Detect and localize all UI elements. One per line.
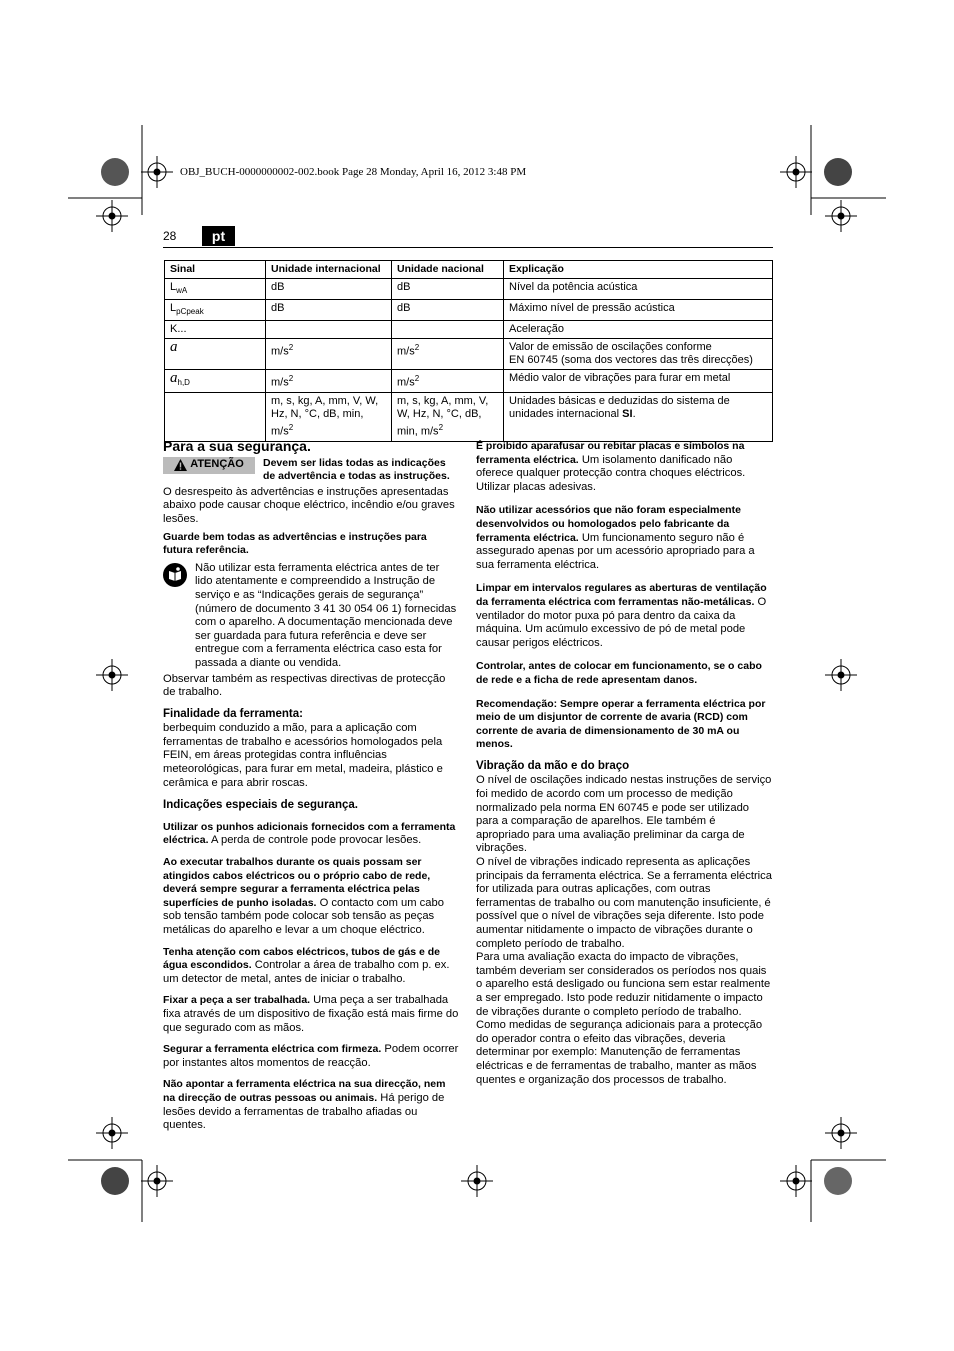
paragraph: Observar também as respectivas directivas de protecção de trabalho. xyxy=(163,672,446,699)
explanation-cell: Valor de emissão de oscilações conforme EN 60745 (soma dos vectores das três direcções) xyxy=(504,339,773,370)
nat-unit-cell: $m/s^2$ xyxy=(392,339,504,370)
paragraph: Como medidas de segurança adicionais para a protecção do operador contra o efeito das vibrações, deveria determinar por exemplo: Manutenção de ferramentas eléctricas e de ferramentas de trabalho, manter as mãos quentes e organização dos processos de trabalho. xyxy=(476,1019,763,1086)
table-header-row xyxy=(165,261,773,279)
symbol-cell: $L_{pCpeak}$ xyxy=(165,300,266,321)
table-header: Unidade nacional xyxy=(392,261,504,279)
warning-block xyxy=(163,457,459,484)
intl-unit-cell: $m/s^2$ xyxy=(266,339,392,370)
language-tab: pt xyxy=(202,226,235,246)
table-row xyxy=(165,393,773,442)
paragraph: Recomendação: Sempre operar a ferramenta eléctrica por meio de um disjuntor de corrente de avaria (RCD) com corrente de avaria de dimensionamento de 30 mA ou menos. xyxy=(476,697,766,751)
read-manual-icon xyxy=(163,563,187,587)
header-rule xyxy=(163,247,773,248)
paragraph: Fixar a peça a ser trabalhada. Uma peça a ser trabalhada fixa através de um dispositivo de fixação está mais firme do que segurado com as mãos. xyxy=(163,994,459,1034)
subheading: Indicações especiais de segurança. xyxy=(163,799,358,812)
table-row xyxy=(165,279,773,300)
paragraph: Utilizar os punhos adicionais fornecidos com a ferramenta eléctrica. A perda de controle pode provocar lesões. xyxy=(163,820,456,847)
paragraph: O desrespeito às advertências e instruções apresentadas abaixo pode causar choque eléctrico, incêndio e/ou graves lesões. xyxy=(163,485,455,525)
table-row xyxy=(165,370,773,393)
nat-unit-cell: m, s, kg, A, mm, V, W, Hz, N, °C, dB, min, $m/s^2$ xyxy=(392,393,504,442)
table-row xyxy=(165,339,773,370)
paragraph: Ao executar trabalhos durante os quais possam ser atingidos cabos eléctricos ou o próprio cabo de rede, deverá sempre segurar a ferramenta eléctrica pelas superfícies de punho isoladas. O contacto com um cabo sob tensão também pode colocar sob tensão as peças metálicas do aparelho e levar a um choque eléctrico. xyxy=(163,856,444,936)
symbol-cell: $a_{h,D}$ xyxy=(165,370,266,393)
table-row xyxy=(165,300,773,321)
paragraph: Não utilizar esta ferramenta eléctrica antes de ter lido atentamente e compreendido a Instrução de serviço e as “Indicações gerais de segurança” (número de documento 3 41 30 054 06 1) fornecidas com o aparelho. A documentação mencionada deve ser guardada para futura referência e deve ser entregue com a ferramenta eléctrica caso esta for passada a diante ou vendida. xyxy=(195,561,457,669)
intl-unit-cell: dB xyxy=(266,300,392,321)
book-slug: OBJ_BUCH-0000000002-002.book Page 28 Monday, April 16, 2012 3:48 PM xyxy=(180,166,527,178)
paragraph: O nível de oscilações indicado nestas instruções de serviço foi medido de acordo com um processo de medição normalizado pela norma EN 60745 e pode ser utilizado para a comparação de aparelhos. Ele também é apropriado para uma avaliação preliminar da carga de vibrações. xyxy=(476,774,772,855)
symbol-cell: a xyxy=(165,339,266,370)
table-header: Explicação xyxy=(504,261,773,279)
right-column xyxy=(476,440,772,1087)
warning-text: Devem ser lidas todas as indicações de advertência e todas as instruções. xyxy=(263,456,450,483)
paragraph: Para uma avaliação exacta do impacto de vibrações, também deveriam ser considerados os períodos nos quais o aparelho está desligado ou funciona sem estar realmente a ser empregado. Isto pode reduzir nitidamente o impacto de vibrações durante o completo período de trabalho. xyxy=(476,951,771,1018)
intl-unit-cell xyxy=(266,321,392,339)
left-column xyxy=(163,440,459,1137)
paragraph: Guarde bem todas as advertências e instruções para futura referência. xyxy=(163,530,427,557)
symbol-cell: K... xyxy=(165,321,266,339)
nat-unit-cell: dB xyxy=(392,279,504,300)
paragraph: Controlar, antes de colocar em funcionamento, se o cabo de rede e a ficha de rede apresentam danos. xyxy=(476,660,762,686)
symbol-cell xyxy=(165,393,266,442)
section-title: Para a sua segurança. xyxy=(163,438,311,454)
intl-unit-cell: dB xyxy=(266,279,392,300)
subheading: Finalidade da ferramenta: xyxy=(163,707,303,720)
explanation-cell: Aceleração xyxy=(504,321,773,339)
table-header: Unidade internacional xyxy=(266,261,392,279)
paragraph: berbequim conduzido a mão, para a aplicação com ferramentas de trabalho e acessórios homologados pela FEIN, em áreas protegidas contra influências meteorológicas, para furar em metal, madeira, plástico e cerâmica e para abrir roscas. xyxy=(163,722,443,789)
nat-unit-cell: dB xyxy=(392,300,504,321)
explanation-cell: Máximo nível de pressão acústica xyxy=(504,300,773,321)
explanation-cell: Médio valor de vibrações para furar em metal xyxy=(504,370,773,393)
paragraph: Tenha atenção com cabos eléctricos, tubos de gás e de água escondidos. Controlar a área de trabalho com p. ex. um detector de metal, antes de iniciar o trabalho. xyxy=(163,945,450,985)
paragraph: O nível de vibrações indicado representa as aplicações principais da ferramenta eléctrica. Se a ferramenta eléctrica for utilizada para outras aplicações, com outras ferramentas de trabalho ou com manutenção insuficiente, é possível que o nível de vibrações seja diferente. Isto pode aumentar nitidamente o impacto de vibrações durante o completo período de trabalho. xyxy=(476,856,772,950)
intl-unit-cell: m, s, kg, A, mm, V, W, Hz, N, °C, dB, min, $m/s^2$ xyxy=(266,393,392,442)
units-table xyxy=(164,260,773,442)
intl-unit-cell: $m/s^2$ xyxy=(266,370,392,393)
table-header: Sinal xyxy=(165,261,266,279)
paragraph: Limpar em intervalos regulares as aberturas de ventilação da ferramenta eléctrica com ferramentas não-metálicas. O ventilador do motor puxa pó para dentro da caixa da máquina. Um acúmulo excessivo de pó de metal pode causar perigos eléctricos. xyxy=(476,582,767,649)
paragraph: Não utilizar acessórios que não foram especialmente desenvolvidos ou homologados pelo fabricante da ferramenta eléctrica. Um funcionamento seguro não é assegurado apenas por um acessório apropriado para a sua ferramenta eléctrica. xyxy=(476,504,755,571)
page-number: 28 xyxy=(163,229,177,243)
paragraph: Não apontar a ferramenta eléctrica na sua direcção, nem na direcção de outras pessoas ou animais. Há perigo de lesões devido a ferramentas de trabalho afiadas ou quentes. xyxy=(163,1078,446,1132)
subheading: Vibração da mão e do braço xyxy=(476,759,630,772)
explanation-cell: Nível da potência acústica xyxy=(504,279,773,300)
nat-unit-cell: $m/s^2$ xyxy=(392,370,504,393)
paragraph: É proibido aparafusar ou rebitar placas e símbolos na ferramenta eléctrica. Um isolamento danificado não oferece qualquer protecção contra choques eléctricos. Utilizar placas adesivas. xyxy=(476,440,746,493)
symbol-cell: $L_{wA}$ xyxy=(165,279,266,300)
table-row xyxy=(165,321,773,339)
warning-triangle-icon xyxy=(174,459,187,471)
nat-unit-cell xyxy=(392,321,504,339)
explanation-cell: Unidades básicas e deduzidas do sistema de unidades internacional SI. xyxy=(504,393,773,442)
warning-badge: ATENÇÃO xyxy=(163,457,255,474)
paragraph: Segurar a ferramenta eléctrica com firmeza. Podem ocorrer por instantes altos momentos de reacção. xyxy=(163,1043,459,1069)
